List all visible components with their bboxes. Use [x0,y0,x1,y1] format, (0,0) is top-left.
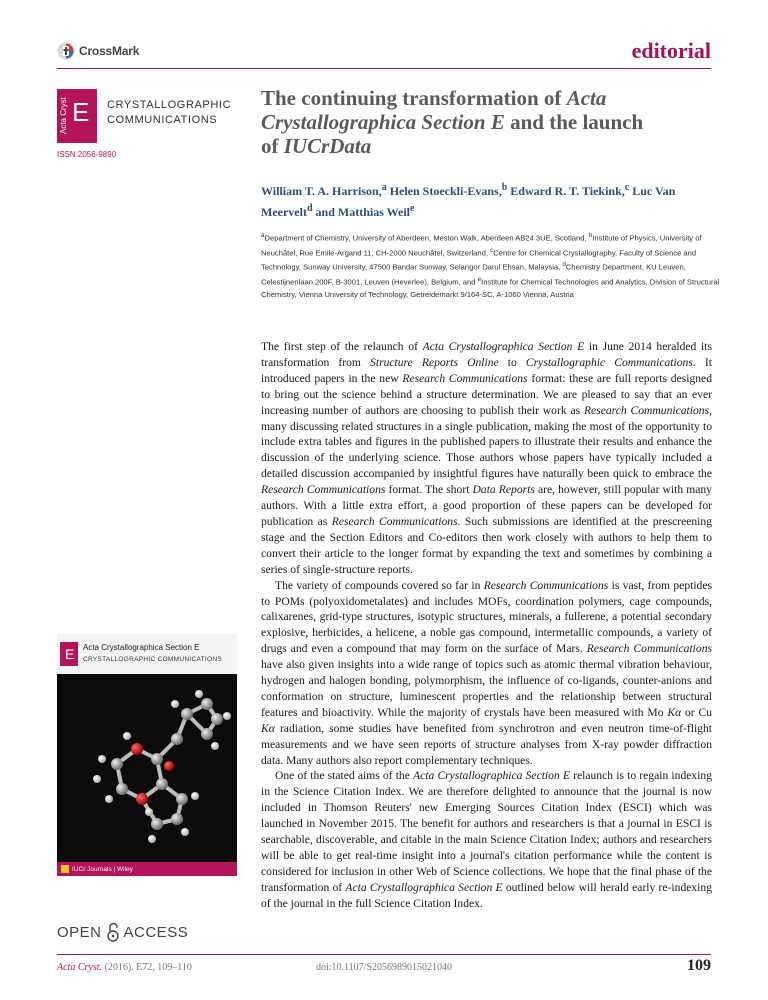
section-label: editorial [631,38,711,63]
italic-run: Data Reports [472,483,535,497]
author-sup: e [410,203,415,214]
text-run: The variety of compounds covered so far in [275,578,484,592]
author-sup: a [381,182,387,193]
italic-run: Acta Crystallographica Section E [413,769,570,783]
journal-logo [57,89,97,143]
text-run: One of the stated aims of the [275,769,414,783]
text-run: , many discussing related structures in a single publication, making the most of the opportunity to include extra tables and figures in the published papers to illustrate their results and enhance the discussion of the underlying science. Those authors whose papers have typically included a detailed discussion accompanied by insightful figures have naturally been quick to embrace the [261,403,712,481]
cover-header [57,634,237,674]
italic-run: Acta Crystallographica Section E [345,880,503,894]
affiliation-sup: d [562,261,566,269]
author-list [261,179,721,221]
cover-footer-text: IUCr Journals | Wiley [72,865,133,873]
affiliation-sup: e [477,276,482,284]
text-run: format: these are full reports designed to bring out the science behind a structure determination. We are pleased to say that an ever increasing number of authors are choosing to publish their work as [261,371,713,417]
author[interactable] [390,184,508,198]
open-access-badge[interactable] [57,922,188,942]
footer-divider [57,954,711,955]
italic-run: Acta Crystallographica Section E [422,340,585,353]
text-run: outlined below will herald early re-indexing of the journal in the full Science Citation Index. [261,880,712,910]
author-name: William T. A. Harrison, [261,184,382,198]
iucr-logo-icon [61,865,69,873]
affiliations [261,230,721,301]
cover-logo [60,642,78,666]
open-access-word: ACCESS [123,923,189,941]
italic-run: Research Communications [331,514,458,528]
affiliation-text: Institute of Physics, University of Neuchâtel, Rue Emile-Argand 11, CH-2000 Neuchâtel, Switzerland, [261,233,702,258]
author-name: Helen Stoeckli-Evans, [389,184,502,198]
text-run: The first step of the relaunch of [261,340,423,353]
crossmark-label: CrossMark [79,44,140,58]
affiliation-text: Department of Chemistry, University of Aberdeen, Meston Walk, Aberdeen AB24 3UE, Scotland, [264,233,589,243]
author-sup: c [624,182,630,193]
journal-name-line2: COMMUNICATIONS [107,114,218,126]
footer-doi[interactable]: doi:10.1107/S2056989015021040 [315,962,453,973]
crossmark-icon [57,42,75,60]
open-access-word: OPEN [57,923,102,941]
journal-cover-image[interactable] [57,634,237,876]
text-run: have also given insights into a wide range of topics such as atomic thermal vibration behaviour, hydrogen and halogen bonding, polymorphism, the influence of co-ligands, counter-anions and conformation on structure, luminescent properties and the relationship between structural features and bioactivity. While the majority of crystals have been measured with Mo [261,658,712,719]
text-run: in June 2014 heralded its transformation from [261,340,712,369]
molecule-illustration [57,674,237,864]
italic-run: Research Communications [583,403,710,417]
author-name: and Matthias Weil [315,205,410,219]
author[interactable] [261,184,387,198]
author-sup: d [306,203,313,214]
logo-vertical-text: Acta Cryst [59,97,68,135]
affiliation-sup: a [261,232,265,239]
affiliation-sup: b [588,232,593,239]
cover-title: Acta Crystallographica Section E [83,643,200,652]
text-run: to [498,355,526,369]
text-run: is vast, from peptides to POMs (polyoxidometalates) and includes MOFs, coordination polymers, cage compounds, calixarenes, grid-type structures, isotypic structures, minerals, a fullerene, a potential secondary explosive, herbicides, a helicene, a noble gas compound, intermetallic compounds, a variety of drugs and even a compound that may form on the surface of Mars. [261,578,713,656]
body-paragraph [261,578,712,769]
affiliation-sup: c [490,246,494,254]
affiliation-text: Institute for Chemical Technologies and Analytics, Division of Structural Chemistry, Vienna University of Technology, Getreidemarkt 9/164-SC, A-1060 Vienna, Austria [261,277,720,299]
italic-run: Research Communications [261,483,386,497]
article-title [261,86,721,158]
author-name: Edward R. T. Tiekink, [510,184,625,198]
author[interactable] [510,184,629,198]
footer-journal: Acta Cryst. [57,962,102,973]
journal-name-line1: CRYSTALLOGRAPHIC [107,99,232,111]
italic-run: Structure Reports Online [370,355,499,369]
italic-run: Kα [261,721,275,735]
text-run: relaunch is to regain indexing in the Science Citation Index. We are therefore delighted to announce that the journal is now included in Thomson Reuters' new Emerging Sources Citation Index (ESCI) which was launched in November 2015. The benefit for authors and researchers is that a journal in ESCI is searchable, discoverable, and citable in the main Science Citation Index; authors and researchers will be able to get real-time insight into a journal's citation performance while the content is considered for inclusion in other Web of Science collections. We hope that the final phase of the transformation of [261,769,713,894]
page-number: 109 [687,957,711,974]
body-paragraph [261,339,712,578]
text-run: . Such submissions are identified at the prescreening stage and the Section Editors and Co-editors then work closely with authors to help them to convert their article to the longer format by expanding the text and sometimes by combining a series of single-structure reports. [261,514,712,576]
italic-run: Crystallographic Communications [525,355,693,369]
title-part: Acta [566,86,607,110]
title-part: Crystallographica Section E [261,110,505,134]
author-name: Luc Van Meervelt [261,184,676,219]
text-run: radiation, some studies have benefited from synchrotron and even neutron time-of-flight measurements and we have seen reports of structure analyses from X-ray powder diffraction data. Many authors also report complementary techniques. [261,721,712,767]
italic-run: Kα [667,705,682,719]
author[interactable] [316,205,415,219]
issn: ISSN 2056-9890 [57,150,117,159]
text-run: . It introduced papers in the new [261,355,712,385]
italic-run: Research Communications [586,642,713,656]
italic-run: Research Communications [483,578,609,592]
open-lock-icon [106,922,120,942]
cover-logo-letter: E [65,646,75,662]
cover-footer [57,862,237,876]
text-run: are, however, still popular with many authors. With a little extra effort, a good proportion of these papers can be developed for publication as [261,483,712,528]
article-body [261,339,712,912]
author-sup: b [501,182,508,193]
logo-letter: E [72,97,90,127]
text-run: or Cu [681,705,712,719]
italic-run: Research Communications [402,371,528,385]
text-run: format. The short [385,483,473,497]
title-part: and the launch [504,110,644,134]
journal-name [107,98,247,128]
footer-citation-details: (2016). E72, 109–110 [102,962,192,973]
body-paragraph [261,768,712,911]
cover-subtitle: CRYSTALLOGRAPHIC COMMUNICATIONS [83,656,222,663]
header-divider [57,68,711,69]
affiliation-text: Centre for Chemical Crystallography, Faculty of Science and Technology, Sunway University, 47500 Bandar Sunway, Selangor Darul Ehsan, Malaysia, [261,248,697,272]
title-part: of [261,134,284,158]
affiliation-text: Chemistry Department, KU Leuven, Celestijnenlaan 200F, B-3001, Leuven (Heverlee), Belgium, and [261,263,686,287]
crossmark-badge[interactable] [57,42,139,60]
title-part: IUCrData [283,134,372,158]
title-part: The continuing transformation of [261,86,567,110]
